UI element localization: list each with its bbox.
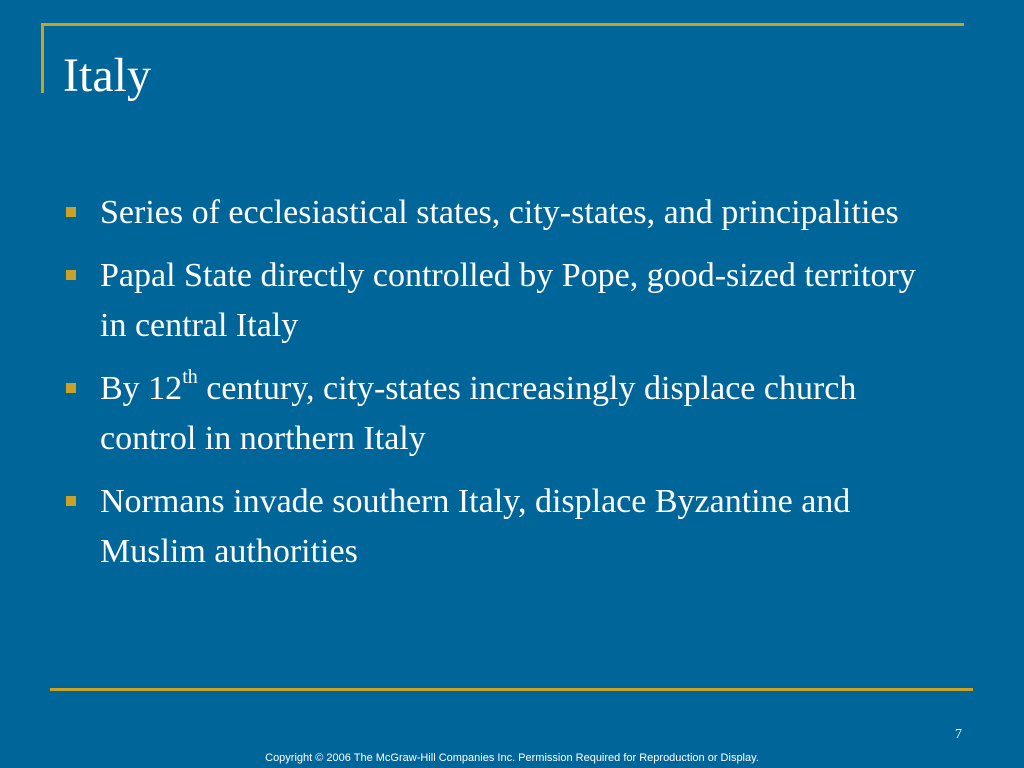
bullet-text: Normans invade southern Italy, displace Byzantine and Muslim authorities [100, 483, 851, 570]
top-frame-line [41, 23, 964, 26]
left-frame-line [41, 23, 44, 93]
bullet-text: Papal State directly controlled by Pope, good-sized territory in central Italy [100, 257, 916, 344]
slide-title: Italy [63, 49, 151, 102]
bullet-item [60, 364, 940, 464]
superscript: th [182, 365, 198, 388]
bullet-item [60, 188, 940, 238]
square-bullet-icon [66, 207, 76, 217]
square-bullet-icon [66, 270, 76, 280]
bullet-text-before: By 12 [100, 370, 183, 407]
square-bullet-icon [66, 383, 76, 393]
copyright-notice: Copyright © 2006 The McGraw-Hill Companies Inc. Permission Required for Reproduction or Display. [265, 752, 759, 764]
bullet-text-after: century, city-states increasingly displace church control in northern Italy [100, 370, 857, 457]
square-bullet-icon [66, 496, 76, 506]
bullet-item [60, 251, 940, 351]
page-number: 7 [955, 727, 962, 742]
bottom-divider-line [50, 688, 973, 691]
bullet-list [60, 188, 940, 590]
bullet-item [60, 477, 940, 577]
bullet-text: Series of ecclesiastical states, city-states, and principalities [100, 194, 899, 231]
